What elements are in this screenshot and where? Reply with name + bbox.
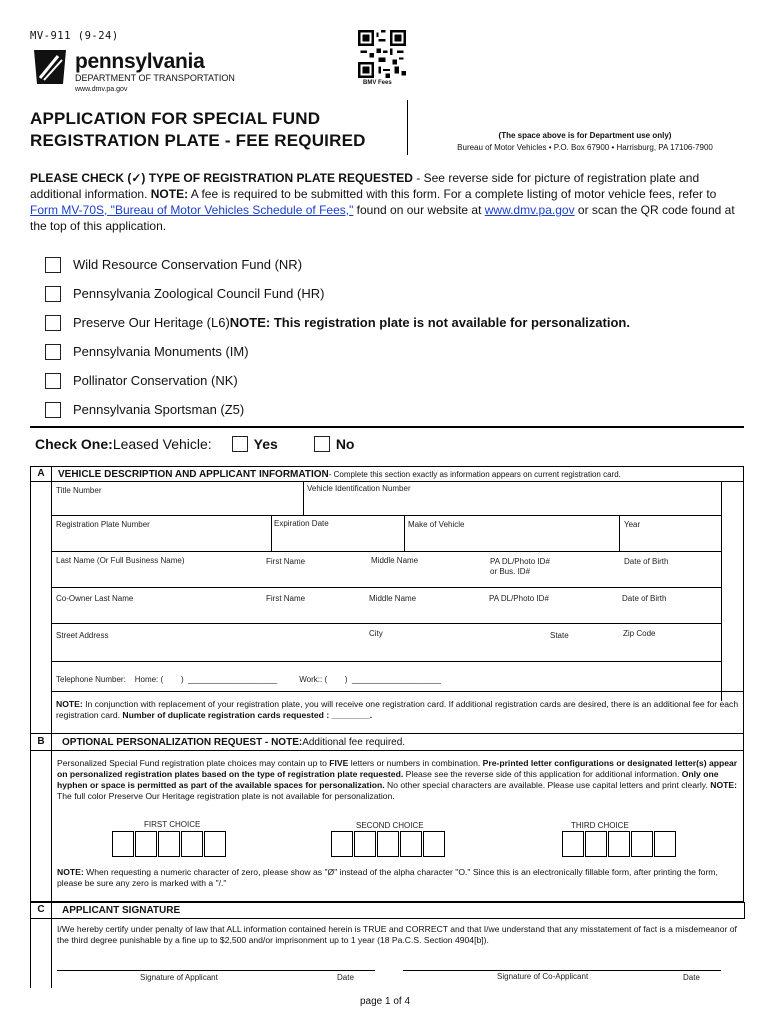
certification-text: I/We hereby certify under penalty of law that ALL information contained herein is TRUE and CORRECT and that I/we understand that any misstatement of fact is a misdemeanor of the third degree punishable by a fine up to $2,500 and/or imprisonment up to 1 year (18 Pa.C.S. Section 4904[b]). [57,924,737,945]
section-c [30,902,744,988]
website-link[interactable]: www.dmv.pa.gov [484,203,575,217]
plate-option-hr: Pennsylvania Zoological Council Fund (HR) [45,279,745,308]
plate-option-l6: Preserve Our Heritage (L6) NOTE: This registration plate is not available for personalization. [45,308,745,337]
plate-option-z5: Pennsylvania Sportsman (Z5) [45,395,745,424]
co-owner-last-name-field[interactable]: Co-Owner Last Name [56,594,134,603]
section-c-letter: C [37,904,45,915]
applicant-signature-line[interactable] [57,970,375,971]
applicant-signature-label: Signature of Applicant [140,973,218,982]
choice-3-char-5[interactable] [654,831,676,857]
second-choice-label: SECOND CHOICE [356,821,424,830]
vehicle-make-field[interactable]: Make of Vehicle [408,520,465,529]
section-c-title: APPLICANT SIGNATURE [62,904,181,916]
plate-options [45,250,745,424]
co-owner-first-name-field[interactable]: First Name [266,594,306,603]
divider [30,426,744,428]
title-divider [407,100,408,155]
zip-code-field[interactable]: Zip Code [623,629,656,638]
pa-dl-field[interactable]: PA DL/Photo ID# or Bus. ID# [490,557,550,576]
section-a-title: VEHICLE DESCRIPTION AND APPLICANT INFORMATION - Complete this section exactly as information appears on current registration card. [58,468,621,480]
department-use-note: (The space above is for Department use only) [498,131,672,140]
last-name-field[interactable]: Last Name (Or Full Business Name) [56,556,185,565]
plate-option-nr: Wild Resource Conservation Fund (NR) [45,250,745,279]
choice-3-char-1[interactable] [562,831,584,857]
leased-yes-checkbox[interactable] [232,436,248,452]
plate-checkbox-im[interactable] [45,344,61,360]
choice-3-char-2[interactable] [585,831,607,857]
registration-card-note: NOTE: In conjunction with replacement of your registration plate, you will receive one registration card. If additional registration cards are desired, there is an additional fee for each registration card. Number of duplicate registration cards requested : ________. [56,699,739,720]
section-b-letter: B [37,736,45,747]
choice-1-char-3[interactable] [158,831,180,857]
leased-vehicle-row: Check One: Leased Vehicle: Yes No [35,436,355,452]
choice-2-char-4[interactable] [400,831,422,857]
choice-1-char-1[interactable] [112,831,134,857]
leased-no-checkbox[interactable] [314,436,330,452]
first-choice-label: FIRST CHOICE [144,820,201,829]
plate-checkbox-z5[interactable] [45,402,61,418]
city-field[interactable]: City [369,629,383,638]
plate-option-im: Pennsylvania Monuments (IM) [45,337,745,366]
middle-name-field[interactable]: Middle Name [371,556,419,565]
dob-field[interactable]: Date of Birth [624,557,669,566]
co-owner-dob-field[interactable]: Date of Birth [622,594,667,603]
qr-label: BMV Fees [363,80,392,86]
street-address-field[interactable]: Street Address [56,631,109,640]
bureau-address: Bureau of Motor Vehicles • P.O. Box 67900 • Harrisburg, PA 17106-7900 [457,143,713,152]
instructions: PLEASE CHECK (✓) TYPE OF REGISTRATION PLATE REQUESTED - See reverse side for picture of registration plate and additional information. NOTE: A fee is required to be submitted with this form. For a complete listing of motor vehicle fees, refer to Form MV-70S, "Bureau of Motor Vehicles Schedule of Fees," found on our website at www.dmv.pa.gov or scan the QR code found at the top of this application. [30,171,735,233]
section-a-letter: A [37,468,45,479]
choice-2-char-2[interactable] [354,831,376,857]
form-number: MV-911 (9-24) [30,30,119,42]
personalization-instructions: Personalized Special Fund registration plate choices may contain up to FIVE letters or numbers in combination. Pre-printed letter configurations or designated letter(s) appear on personalized registration plates based on the type of registration plate requested. Please see the reverse side of this application for additional information. Only one hyphen or space is permitted as part of the available spaces for personalization. No other special characters are available. Please use capital letters and print clearly. NOTE: The full color Preserve Our Heritage registration plate is not available for personalization. [57,758,738,801]
choice-3-char-4[interactable] [631,831,653,857]
telephone-field[interactable]: Telephone Number: Home: ( ) ____________________ Work:: ( ) ____________________ [56,675,441,684]
co-owner-middle-name-field[interactable]: Middle Name [369,594,417,603]
expiration-date-field[interactable]: Expiration Date [274,519,329,528]
co-applicant-signature-line[interactable] [403,970,721,971]
third-choice-label: THIRD CHOICE [571,821,629,830]
first-name-field[interactable]: First Name [266,557,306,566]
keystone-logo-icon [30,48,70,86]
state-field[interactable]: State [550,631,569,640]
fees-link[interactable]: Form MV-70S, "Bureau of Motor Vehicles Schedule of Fees," [30,203,354,217]
title-number-field[interactable]: Title Number [56,486,102,495]
co-owner-dl-field[interactable]: PA DL/Photo ID# [489,594,549,603]
section-b [30,734,744,902]
page-title: APPLICATION FOR SPECIAL FUND REGISTRATION PLATE - FEE REQUIRED [30,109,366,150]
plate-number-field[interactable]: Registration Plate Number [56,520,150,529]
plate-option-nk: Pollinator Conservation (NK) [45,366,745,395]
choice-2-char-5[interactable] [423,831,445,857]
choice-2-char-3[interactable] [377,831,399,857]
website-text: www.dmv.pa.gov [75,86,128,93]
page-number: page 1 of 4 [359,996,411,1007]
plate-checkbox-hr[interactable] [45,286,61,302]
section-b-title: OPTIONAL PERSONALIZATION REQUEST - NOTE: Additional fee required. [62,736,406,748]
plate-checkbox-nk[interactable] [45,373,61,389]
applicant-date-label: Date [337,973,354,982]
choice-3-char-3[interactable] [608,831,630,857]
co-applicant-date-label: Date [683,973,700,982]
vin-field[interactable]: Vehicle Identification Number [307,484,411,493]
zero-character-note: NOTE: When requesting a numeric character of zero, please show as "Ø" instead of the alpha character "O." Since this is an electronically fillable form, after printing the form, please be sure any zero is marked with a "/." [57,867,718,888]
brand-name: pennsylvania [75,50,205,73]
choice-2-char-1[interactable] [331,831,353,857]
plate-checkbox-l6[interactable] [45,315,61,331]
department-name: DEPARTMENT OF TRANSPORTATION [75,73,235,83]
plate-checkbox-nr[interactable] [45,257,61,273]
choice-1-char-2[interactable] [135,831,157,857]
co-applicant-signature-label: Signature of Co-Applicant [497,972,589,981]
qr-code-icon [358,30,406,78]
choice-1-char-5[interactable] [204,831,226,857]
section-a [30,466,744,734]
choice-1-char-4[interactable] [181,831,203,857]
vehicle-year-field[interactable]: Year [624,520,641,529]
